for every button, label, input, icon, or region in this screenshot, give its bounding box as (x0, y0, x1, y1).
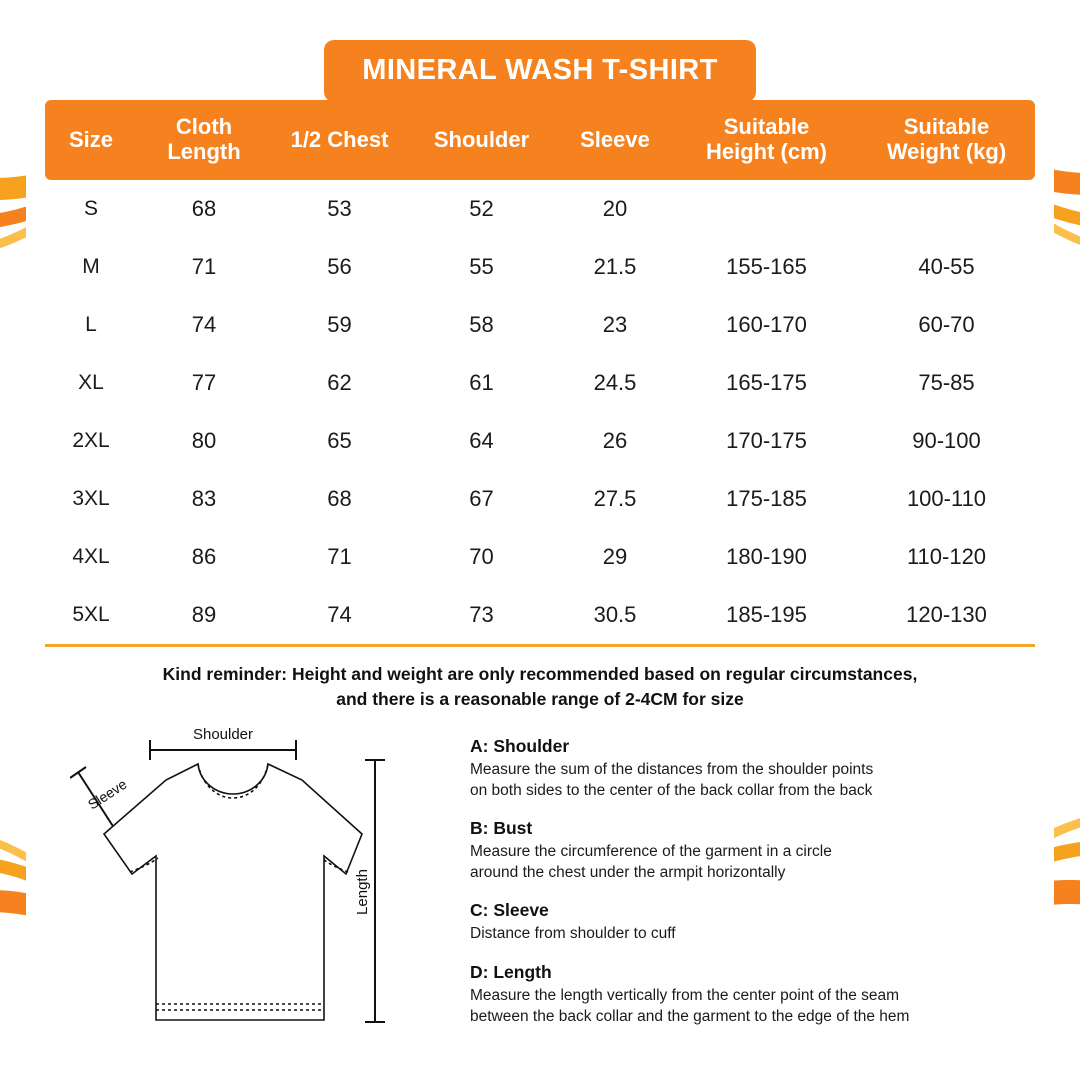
reminder-line-1: Kind reminder: Height and weight are only recommended based on regular circumstances, (162, 664, 918, 684)
cell-weight: 110-120 (906, 544, 987, 570)
cell-size: L (85, 313, 97, 337)
length-label: Length (354, 869, 371, 915)
note-title: C: Sleeve (470, 900, 549, 921)
header-text-size: Size (68, 126, 114, 152)
table-row (45, 180, 1035, 238)
cell-sleeve: 27.5 (593, 486, 637, 512)
header-text-half-chest: 1/2 Chest (290, 126, 389, 152)
header-text-suitable-weight-2: Weight (kg) (886, 139, 1007, 165)
note-length (470, 962, 1035, 1027)
cell-half-chest: 59 (327, 312, 352, 338)
header-text-cloth: Cloth (175, 114, 233, 139)
reminder-line-2: and there is a reasonable range of 2-4CM for size (336, 689, 744, 710)
cell-cloth-length: 74 (191, 312, 217, 338)
cell-height: 155-165 (726, 254, 807, 280)
cell-weight: 90-100 (912, 428, 981, 454)
header-text-suitable-height-1: Suitable (723, 114, 810, 139)
column-header-height (675, 100, 858, 180)
column-header-shoulder (408, 100, 555, 180)
size-table (45, 100, 1035, 644)
cell-shoulder: 55 (469, 254, 494, 280)
note-body-line-2: between the back collar and the garment to the edge of the hem (470, 1007, 910, 1025)
cell-size: S (83, 197, 98, 221)
note-body-line-1: Measure the circumference of the garment in a circle (470, 843, 832, 861)
section-divider (45, 644, 1035, 647)
table-header-row (45, 100, 1035, 180)
note-body-line-1: Distance from shoulder to cuff (470, 925, 676, 943)
table-row (45, 238, 1035, 296)
cell-half-chest: 62 (327, 370, 352, 396)
shoulder-dimension-line (150, 740, 296, 760)
note-bust (470, 818, 1035, 883)
table-header (45, 100, 1035, 180)
measurement-notes (470, 736, 1035, 1044)
header-text-suitable-height-2: Height (cm) (706, 139, 827, 165)
cell-sleeve: 26 (602, 428, 628, 454)
page-title: MINERAL WASH T-SHIRT (324, 40, 755, 102)
cell-cloth-length: 89 (191, 602, 217, 628)
table-row (45, 354, 1035, 412)
cell-shoulder: 70 (469, 544, 494, 570)
column-header-size (45, 100, 137, 180)
cell-half-chest: 53 (327, 196, 352, 222)
cell-size: XL (78, 371, 104, 395)
measurement-guide (45, 722, 1035, 1032)
note-title: B: Bust (470, 818, 533, 839)
cell-sleeve: 29 (602, 544, 628, 570)
tshirt-diagram (70, 722, 470, 1032)
cell-weight (858, 180, 1035, 238)
cell-half-chest: 65 (327, 428, 352, 454)
note-sleeve (470, 900, 1035, 945)
cell-sleeve: 20 (602, 196, 628, 222)
note-title: A: Shoulder (470, 736, 570, 756)
cell-cloth-length: 77 (191, 370, 217, 396)
cell-sleeve: 24.5 (593, 370, 637, 396)
cell-shoulder: 67 (469, 486, 494, 512)
cell-half-chest: 74 (327, 602, 352, 628)
cell-size: 4XL (72, 545, 110, 569)
cell-cloth-length: 80 (191, 428, 217, 454)
cell-shoulder: 58 (469, 312, 494, 338)
column-header-half-chest (271, 100, 408, 180)
cell-size: 5XL (72, 603, 110, 627)
cell-sleeve: 23 (602, 312, 628, 338)
note-body-line-1: Measure the length vertically from the center point of the seam (470, 987, 900, 1005)
table-row (45, 412, 1035, 470)
cell-half-chest: 56 (327, 254, 352, 280)
table-row (45, 586, 1035, 644)
header-text-suitable-weight-1: Suitable (903, 114, 990, 139)
cell-weight: 120-130 (906, 602, 987, 628)
shoulder-label: Shoulder (192, 726, 254, 743)
note-body-line-2: on both sides to the center of the back collar from the back (470, 781, 873, 799)
cell-height: 185-195 (726, 602, 807, 628)
note-body-line-1: Measure the sum of the distances from the shoulder points (470, 761, 874, 778)
column-header-cloth-length (137, 100, 271, 180)
cell-size: 2XL (72, 429, 110, 453)
sleeve-label: Sleeve (84, 775, 130, 813)
cell-half-chest: 71 (327, 544, 352, 570)
column-header-sleeve (555, 100, 675, 180)
tshirt-outline (104, 764, 362, 1020)
cell-cloth-length: 68 (191, 196, 217, 222)
cell-height: 175-185 (726, 486, 807, 512)
header-text-sleeve: Sleeve (580, 126, 650, 152)
table-row (45, 296, 1035, 354)
cell-height: 165-175 (726, 370, 807, 396)
table-body (45, 180, 1035, 644)
cell-shoulder: 64 (469, 428, 494, 454)
cell-size: M (82, 255, 100, 279)
cell-cloth-length: 71 (191, 254, 217, 280)
cell-weight: 60-70 (918, 312, 975, 338)
kind-reminder (60, 662, 1020, 713)
cell-shoulder: 61 (469, 370, 494, 396)
cell-weight: 75-85 (918, 370, 975, 396)
table-row (45, 528, 1035, 586)
cell-shoulder: 52 (469, 196, 494, 222)
cell-height: 160-170 (726, 312, 807, 338)
cell-height (675, 180, 858, 238)
note-title: D: Length (470, 962, 552, 983)
cell-size: 3XL (72, 487, 110, 511)
cell-half-chest: 68 (327, 486, 352, 512)
note-shoulder (470, 736, 1035, 801)
cell-cloth-length: 86 (191, 544, 217, 570)
header-text-shoulder: Shoulder (433, 126, 530, 152)
cell-cloth-length: 83 (191, 486, 217, 512)
cell-weight: 40-55 (918, 254, 975, 280)
table-row (45, 470, 1035, 528)
size-table-container (45, 100, 1035, 644)
cell-sleeve: 30.5 (593, 602, 637, 628)
cell-shoulder: 73 (469, 602, 494, 628)
note-body-line-2: around the chest under the armpit horizontally (470, 863, 786, 881)
cell-sleeve: 21.5 (593, 254, 637, 280)
cell-height: 180-190 (726, 544, 807, 570)
cell-height: 170-175 (726, 428, 807, 454)
header-text-length: Length (167, 139, 241, 165)
page-title-container (0, 40, 1080, 102)
column-header-weight (858, 100, 1035, 180)
cell-weight: 100-110 (906, 486, 987, 512)
